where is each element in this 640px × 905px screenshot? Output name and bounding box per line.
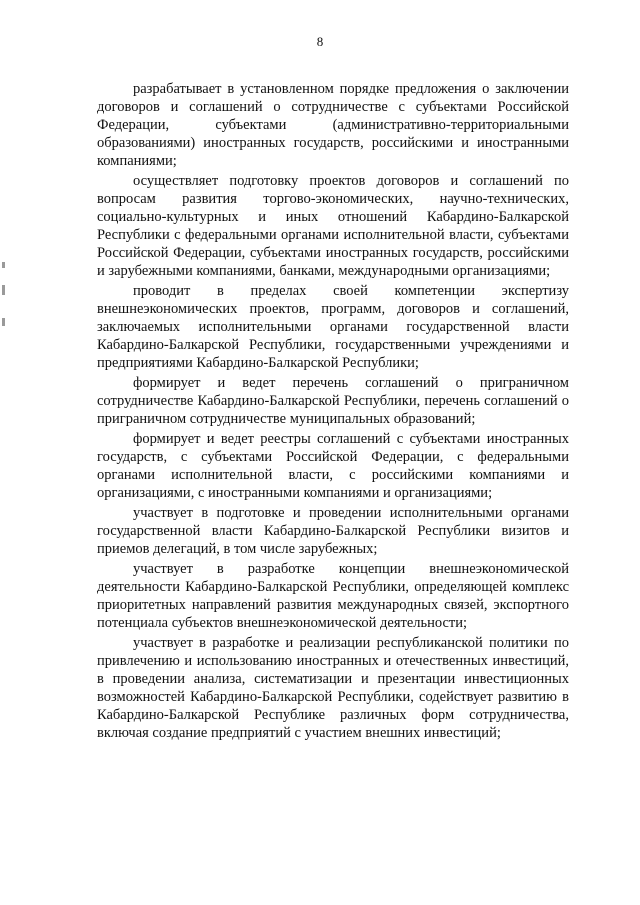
margin-mark-3 (2, 318, 5, 326)
paragraph: участвует в разработке концепции внешнеэкономической деятельности Кабардино-Балкарской Республики, определяющей комплекс приоритетных направлений развития международных связей, экспортного потенциала субъектов внешнеэкономической деятельности; (97, 561, 569, 631)
paragraph: участвует в подготовке и проведении исполнительными органами государственной власти Кабардино-Балкарской Республики визитов и приемов делегаций, в том числе зарубежных; (97, 505, 569, 557)
document-body (97, 80, 569, 742)
paragraph: проводит в пределах своей компетенции экспертизу внешнеэкономических проектов, программ, договоров и соглашений, заключаемых исполнительными органами государственной власти Кабардино-Балкарской Республики, государственными учреждениями и предприятиями Кабардино-Балкарской Республики; (97, 283, 569, 371)
page-number: 8 (316, 34, 324, 49)
margin-mark-1 (2, 262, 5, 268)
paragraph: осуществляет подготовку проектов договоров и соглашений по вопросам развития торгово-экономических, научно-технических, социально-культурных и иных отношений Кабардино-Балкарской Республики с федеральными органами исполнительной власти, субъектами Российской Федерации, субъектами иностранных государств, российскими и зарубежными компаниями, банками, международными организациями; (97, 173, 569, 279)
margin-mark-2 (2, 285, 5, 295)
paragraph: участвует в разработке и реализации республиканской политики по привлечению и использованию иностранных и отечественных инвестиций, в проведении анализа, систематизации и презентации инвестиционных возможностей Кабардино-Балкарской Республики, содействует развитию в Кабардино-Балкарской Республике различных форм сотрудничества, включая создание предприятий с участием внешних инвестиций; (97, 635, 569, 741)
paragraph: формирует и ведет перечень соглашений о приграничном сотрудничестве Кабардино-Балкарской Республики, перечень соглашений о приграничном сотрудничестве муниципальных образований; (97, 375, 569, 427)
paragraph: разрабатывает в установленном порядке предложения о заключении договоров и соглашений о сотрудничестве с субъектами Российской Федерации, субъектами (административно-территориальными образованиями) иностранных государств, российскими и иностранными компаниями; (97, 81, 569, 169)
paragraph: формирует и ведет реестры соглашений с субъектами иностранных государств, с субъектами Российской Федерации, с федеральными органами исполнительной власти, с российскими компаниями и организациями, с иностранными компаниями и организациями; (97, 431, 569, 501)
